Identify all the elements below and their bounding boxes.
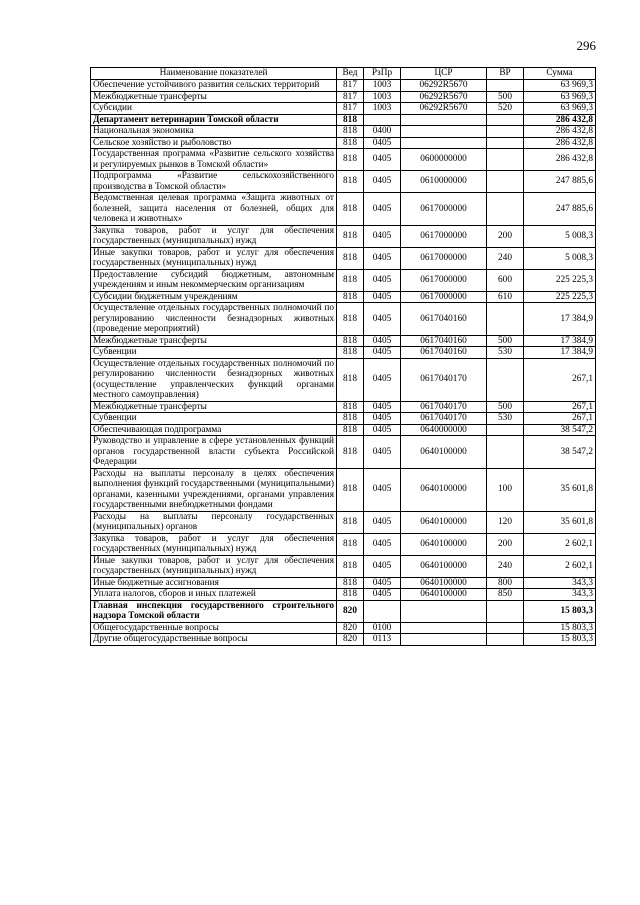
cell-rzpr: 0405 (364, 358, 401, 401)
cell-csr: 0640100000 (401, 511, 487, 533)
table-row (91, 436, 596, 469)
cell-ved: 820 (337, 622, 364, 634)
cell-name: Субсидии (91, 103, 337, 115)
cell-ved: 818 (337, 533, 364, 555)
cell-sum: 2 602,1 (524, 533, 596, 555)
cell-ved: 818 (337, 149, 364, 171)
cell-name: Обеспечивающая подпрограмма (91, 424, 337, 436)
cell-csr: 0617000000 (401, 269, 487, 291)
cell-sum: 5 008,3 (524, 225, 596, 247)
cell-vr: 200 (487, 533, 524, 555)
cell-name: Предоставление субсидий бюджетным, автономным учреждениям и иным некоммерческим организациям (91, 269, 337, 291)
cell-name: Национальная экономика (91, 126, 337, 138)
table-row (91, 193, 596, 226)
cell-sum: 247 885,6 (524, 193, 596, 226)
cell-name: Обеспечение устойчивого развития сельских территорий (91, 80, 337, 92)
cell-sum: 225 225,3 (524, 269, 596, 291)
table-row (91, 468, 596, 511)
table-row (91, 149, 596, 171)
cell-sum: 247 885,6 (524, 171, 596, 193)
cell-sum: 35 601,8 (524, 511, 596, 533)
cell-vr (487, 600, 524, 622)
cell-csr: 06292R5670 (401, 103, 487, 115)
cell-csr: 0617040160 (401, 347, 487, 359)
cell-ved: 818 (337, 436, 364, 469)
cell-name: Межбюджетные трансферты (91, 335, 337, 347)
cell-name: Сельское хозяйство и рыболовство (91, 137, 337, 149)
cell-vr (487, 80, 524, 92)
cell-rzpr: 0405 (364, 193, 401, 226)
cell-ved: 818 (337, 269, 364, 291)
cell-sum: 2 602,1 (524, 555, 596, 577)
budget-table (90, 67, 596, 646)
cell-vr (487, 424, 524, 436)
cell-csr (401, 114, 487, 126)
table-row (91, 269, 596, 291)
cell-sum: 17 384,9 (524, 303, 596, 336)
cell-sum: 38 547,2 (524, 424, 596, 436)
cell-vr: 530 (487, 347, 524, 359)
cell-name: Расходы на выплаты персоналу государственных (муниципальных) органов (91, 511, 337, 533)
table-row (91, 358, 596, 401)
cell-rzpr: 0405 (364, 247, 401, 269)
cell-vr: 100 (487, 468, 524, 511)
cell-name: Субвенции (91, 347, 337, 359)
cell-ved: 818 (337, 358, 364, 401)
cell-rzpr: 0405 (364, 269, 401, 291)
cell-ved: 818 (337, 401, 364, 413)
table-row (91, 225, 596, 247)
cell-ved: 818 (337, 225, 364, 247)
cell-csr (401, 622, 487, 634)
cell-name: Межбюджетные трансферты (91, 401, 337, 413)
cell-csr: 0640100000 (401, 468, 487, 511)
cell-rzpr: 0405 (364, 291, 401, 303)
cell-csr: 0600000000 (401, 149, 487, 171)
cell-sum: 15 803,3 (524, 622, 596, 634)
cell-rzpr: 1003 (364, 103, 401, 115)
cell-ved: 818 (337, 577, 364, 589)
cell-name: Иные закупки товаров, работ и услуг для обеспечения государственных (муниципальных) нужд (91, 555, 337, 577)
cell-csr: 0640100000 (401, 577, 487, 589)
page-number: 296 (576, 38, 596, 53)
cell-sum: 15 803,3 (524, 634, 596, 646)
table-row (91, 622, 596, 634)
cell-name: Субсидии бюджетным учреждениям (91, 291, 337, 303)
cell-rzpr (364, 600, 401, 622)
cell-rzpr: 1003 (364, 80, 401, 92)
cell-vr: 800 (487, 577, 524, 589)
cell-csr: 06292R5670 (401, 80, 487, 92)
table-row (91, 555, 596, 577)
table-row (91, 335, 596, 347)
cell-csr: 0640000000 (401, 424, 487, 436)
cell-ved: 818 (337, 303, 364, 336)
cell-name: Закупка товаров, работ и услуг для обеспечения государственных (муниципальных) нужд (91, 225, 337, 247)
cell-rzpr: 0405 (364, 555, 401, 577)
cell-vr (487, 193, 524, 226)
cell-vr (487, 634, 524, 646)
cell-sum: 35 601,8 (524, 468, 596, 511)
header-rzpr: РзПр (364, 68, 401, 80)
cell-name: Государственная программа «Развитие сельского хозяйства и регулируемых рынков в Томской области» (91, 149, 337, 171)
cell-csr (401, 126, 487, 138)
cell-sum: 343,3 (524, 589, 596, 601)
cell-rzpr: 1003 (364, 91, 401, 103)
cell-vr: 200 (487, 225, 524, 247)
table-row (91, 634, 596, 646)
cell-csr: 0617040170 (401, 358, 487, 401)
cell-sum: 38 547,2 (524, 436, 596, 469)
cell-csr: 0640100000 (401, 533, 487, 555)
cell-sum: 267,1 (524, 413, 596, 425)
cell-ved: 818 (337, 247, 364, 269)
cell-ved: 818 (337, 137, 364, 149)
table-row (91, 511, 596, 533)
cell-vr (487, 126, 524, 138)
cell-ved: 818 (337, 555, 364, 577)
cell-vr: 600 (487, 269, 524, 291)
cell-vr (487, 622, 524, 634)
table-row (91, 589, 596, 601)
cell-sum: 63 969,3 (524, 80, 596, 92)
cell-name: Межбюджетные трансферты (91, 91, 337, 103)
cell-vr (487, 171, 524, 193)
cell-ved: 818 (337, 589, 364, 601)
cell-rzpr: 0405 (364, 225, 401, 247)
cell-rzpr: 0100 (364, 622, 401, 634)
table-row (91, 577, 596, 589)
cell-vr (487, 114, 524, 126)
cell-rzpr: 0405 (364, 589, 401, 601)
table-row (91, 171, 596, 193)
cell-name: Расходы на выплаты персоналу в целях обеспечения выполнения функций государственными (муниципальными) органами, казенными учреждениями, органами управления государственными внебюджетными фондами (91, 468, 337, 511)
cell-vr: 500 (487, 91, 524, 103)
cell-csr: 0640100000 (401, 589, 487, 601)
cell-csr: 0617040170 (401, 401, 487, 413)
cell-sum: 286 432,8 (524, 149, 596, 171)
table-row (91, 126, 596, 138)
table-row (91, 114, 596, 126)
cell-rzpr: 0405 (364, 171, 401, 193)
cell-ved: 818 (337, 347, 364, 359)
cell-rzpr (364, 114, 401, 126)
cell-sum: 343,3 (524, 577, 596, 589)
table-row (91, 600, 596, 622)
cell-name: Департамент ветеринарии Томской области (91, 114, 337, 126)
cell-vr (487, 137, 524, 149)
cell-ved: 820 (337, 600, 364, 622)
cell-ved: 818 (337, 171, 364, 193)
cell-name: Другие общегосударственные вопросы (91, 634, 337, 646)
cell-rzpr: 0113 (364, 634, 401, 646)
cell-vr: 240 (487, 247, 524, 269)
cell-name: Главная инспекция государственного строительного надзора Томской области (91, 600, 337, 622)
cell-vr: 530 (487, 413, 524, 425)
table-row (91, 401, 596, 413)
table-row (91, 424, 596, 436)
table-header-row (91, 68, 596, 80)
table-row (91, 533, 596, 555)
cell-ved: 818 (337, 335, 364, 347)
table-row (91, 91, 596, 103)
cell-ved: 818 (337, 114, 364, 126)
cell-csr (401, 137, 487, 149)
cell-rzpr: 0405 (364, 347, 401, 359)
cell-csr: 06292R5670 (401, 91, 487, 103)
cell-vr: 500 (487, 401, 524, 413)
header-ved: Вед (337, 68, 364, 80)
cell-csr (401, 600, 487, 622)
cell-ved: 817 (337, 103, 364, 115)
cell-ved: 818 (337, 413, 364, 425)
cell-name: Осуществление отдельных государственных полномочий по регулированию численности безнадзорных животных (проведение мероприятий) (91, 303, 337, 336)
cell-sum: 15 803,3 (524, 600, 596, 622)
cell-sum: 267,1 (524, 401, 596, 413)
cell-sum: 286 432,8 (524, 137, 596, 149)
cell-vr (487, 149, 524, 171)
cell-name: Осуществление отдельных государственных полномочий по регулированию численности безнадзорных животных (осуществление управленческих функций органами местного самоуправления) (91, 358, 337, 401)
cell-name: Субвенции (91, 413, 337, 425)
cell-ved: 817 (337, 80, 364, 92)
cell-sum: 17 384,9 (524, 335, 596, 347)
cell-vr: 850 (487, 589, 524, 601)
cell-name: Ведомственная целевая программа «Защита животных от болезней, защита населения от болезней, общих для человека и животных» (91, 193, 337, 226)
cell-rzpr: 0405 (364, 511, 401, 533)
cell-vr: 520 (487, 103, 524, 115)
cell-rzpr: 0405 (364, 137, 401, 149)
cell-csr: 0617040160 (401, 303, 487, 336)
cell-sum: 225 225,3 (524, 291, 596, 303)
cell-name: Иные закупки товаров, работ и услуг для обеспечения государственных (муниципальных) нужд (91, 247, 337, 269)
cell-rzpr: 0400 (364, 126, 401, 138)
header-vr: ВР (487, 68, 524, 80)
cell-rzpr: 0405 (364, 149, 401, 171)
cell-csr: 0640100000 (401, 436, 487, 469)
cell-sum: 63 969,3 (524, 91, 596, 103)
cell-csr: 0617000000 (401, 193, 487, 226)
table-row (91, 103, 596, 115)
cell-vr (487, 436, 524, 469)
cell-vr: 500 (487, 335, 524, 347)
cell-ved: 818 (337, 126, 364, 138)
cell-csr: 0617000000 (401, 225, 487, 247)
table-row (91, 303, 596, 336)
cell-vr (487, 358, 524, 401)
cell-rzpr: 0405 (364, 424, 401, 436)
header-csr: ЦСР (401, 68, 487, 80)
cell-csr: 0610000000 (401, 171, 487, 193)
table-body (91, 80, 596, 646)
cell-ved: 820 (337, 634, 364, 646)
cell-csr: 0640100000 (401, 555, 487, 577)
cell-rzpr: 0405 (364, 577, 401, 589)
cell-csr (401, 634, 487, 646)
table-row (91, 80, 596, 92)
cell-name: Руководство и управление в сфере установленных функций органов государственной власти субъекта Российской Федерации (91, 436, 337, 469)
table-row (91, 413, 596, 425)
table-row (91, 137, 596, 149)
cell-rzpr: 0405 (364, 533, 401, 555)
cell-name: Уплата налогов, сборов и иных платежей (91, 589, 337, 601)
table-row (91, 347, 596, 359)
cell-rzpr: 0405 (364, 401, 401, 413)
cell-csr: 0617040160 (401, 335, 487, 347)
header-name: Наименование показателей (91, 68, 337, 80)
cell-csr: 0617040170 (401, 413, 487, 425)
cell-sum: 286 432,8 (524, 126, 596, 138)
cell-sum: 267,1 (524, 358, 596, 401)
cell-sum: 5 008,3 (524, 247, 596, 269)
cell-csr: 0617000000 (401, 291, 487, 303)
cell-vr: 120 (487, 511, 524, 533)
cell-ved: 817 (337, 91, 364, 103)
cell-sum: 17 384,9 (524, 347, 596, 359)
cell-rzpr: 0405 (364, 436, 401, 469)
cell-sum: 286 432,8 (524, 114, 596, 126)
cell-rzpr: 0405 (364, 303, 401, 336)
cell-name: Подпрограмма «Развитие сельскохозяйственного производства в Томской области» (91, 171, 337, 193)
cell-rzpr: 0405 (364, 413, 401, 425)
cell-sum: 63 969,3 (524, 103, 596, 115)
cell-ved: 818 (337, 468, 364, 511)
table-row (91, 291, 596, 303)
cell-vr: 610 (487, 291, 524, 303)
cell-ved: 818 (337, 291, 364, 303)
cell-vr (487, 303, 524, 336)
table-row (91, 247, 596, 269)
cell-rzpr: 0405 (364, 335, 401, 347)
header-sum: Сумма (524, 68, 596, 80)
cell-ved: 818 (337, 424, 364, 436)
cell-csr: 0617000000 (401, 247, 487, 269)
cell-rzpr: 0405 (364, 468, 401, 511)
cell-name: Общегосударственные вопросы (91, 622, 337, 634)
cell-name: Закупка товаров, работ и услуг для обеспечения государственных (муниципальных) нужд (91, 533, 337, 555)
cell-ved: 818 (337, 193, 364, 226)
cell-vr: 240 (487, 555, 524, 577)
cell-name: Иные бюджетные ассигнования (91, 577, 337, 589)
cell-ved: 818 (337, 511, 364, 533)
